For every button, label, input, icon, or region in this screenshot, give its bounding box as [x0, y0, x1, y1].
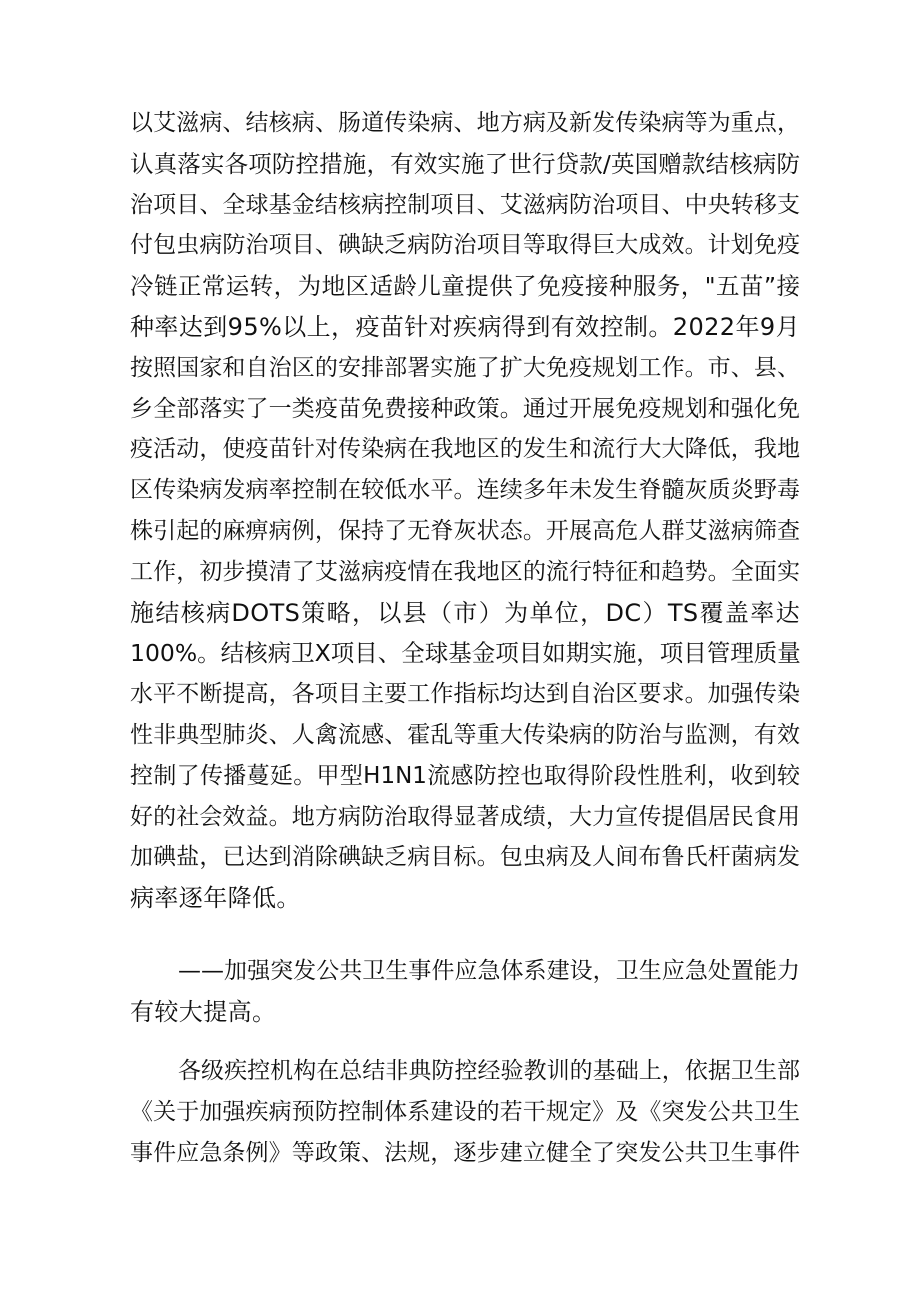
text-line: 施结核病DOTS策略，以县（市）为单位，DC）TS覆盖率达: [130, 598, 800, 627]
text-line: 按照国家和自治区的安排部署实施了扩大免疫规划工作。市、县、: [130, 354, 800, 381]
text-line: 好的社会效益。地方病防治取得显著成绩，大力宣传提倡居民食用: [130, 803, 800, 830]
text-line: 乡全部落实了一类疫苗免费接种政策。通过开展免疫规划和强化免: [130, 395, 800, 422]
text-line: 加碘盐，已达到消除碘缺乏病目标。包虫病及人间布鲁氏杆菌病发: [130, 844, 800, 871]
text-line: 各级疾控机构在总结非典防控经验教训的基础上，依据卫生部: [178, 1058, 800, 1084]
text-line: 认真落实各项防控措施，有效实施了世行贷款/英国赠款结核病防: [130, 149, 800, 178]
text-line: 病率逐年降低。: [130, 884, 301, 913]
text-line: 种率达到95%以上，疫苗针对疾病得到有效控制。2022年9月: [130, 312, 800, 341]
text-line: 100%。结核病卫X项目、全球基金项目如期实施，项目管理质量: [130, 639, 801, 668]
paragraph-disease-control: [130, 103, 800, 919]
text-line: 控制了传播蔓延。甲型H1N1流感防控也取得阶段性胜利，收到较: [130, 762, 800, 789]
text-line: 冷链正常运转，为地区适龄儿童提供了免疫接种服务，"五苗”接: [130, 272, 800, 301]
text-line: 付包虫病防治项目、碘缺乏病防治项目等取得巨大成效。计划免疫: [130, 232, 800, 259]
text-line: 治项目、全球基金结核病控制项目、艾滋病防治项目、中央转移支: [130, 191, 800, 218]
paragraph-emergency-heading: [130, 951, 800, 1033]
text-line: 株引起的麻痹病例，保持了无脊灰状态。开展高危人群艾滋病筛查: [130, 517, 800, 544]
paragraph-emergency-system: [130, 1051, 800, 1173]
text-line: 水平不断提高，各项目主要工作指标均达到自治区要求。加强传染: [130, 681, 800, 708]
text-line: 《关于加强疾病预防控制体系建设的若干规定》及《突发公共卫生: [130, 1098, 800, 1125]
text-line: 疫活动，使疫苗针对传染病在我地区的发生和流行大大降低，我地: [130, 436, 800, 463]
text-line: 性非典型肺炎、人禽流感、霍乱等重大传染病的防治与监测，有效: [130, 721, 800, 748]
text-line: 工作，初步摸清了艾滋病疫情在我地区的流行特征和趋势。全面实: [130, 558, 800, 585]
text-line: ——加强突发公共卫生事件应急体系建设，卫生应急处置能力: [178, 958, 800, 984]
text-line: 事件应急条例》等政策、法规，逐步建立健全了突发公共卫生事件: [130, 1139, 800, 1166]
text-line: 以艾滋病、结核病、肠道传染病、地方病及新发传染病等为重点，: [130, 110, 800, 136]
text-line: 区传染病发病率控制在较低水平。连续多年未发生脊髓灰质炎野毒: [130, 477, 800, 504]
text-line: 有较大提高。: [130, 997, 277, 1026]
